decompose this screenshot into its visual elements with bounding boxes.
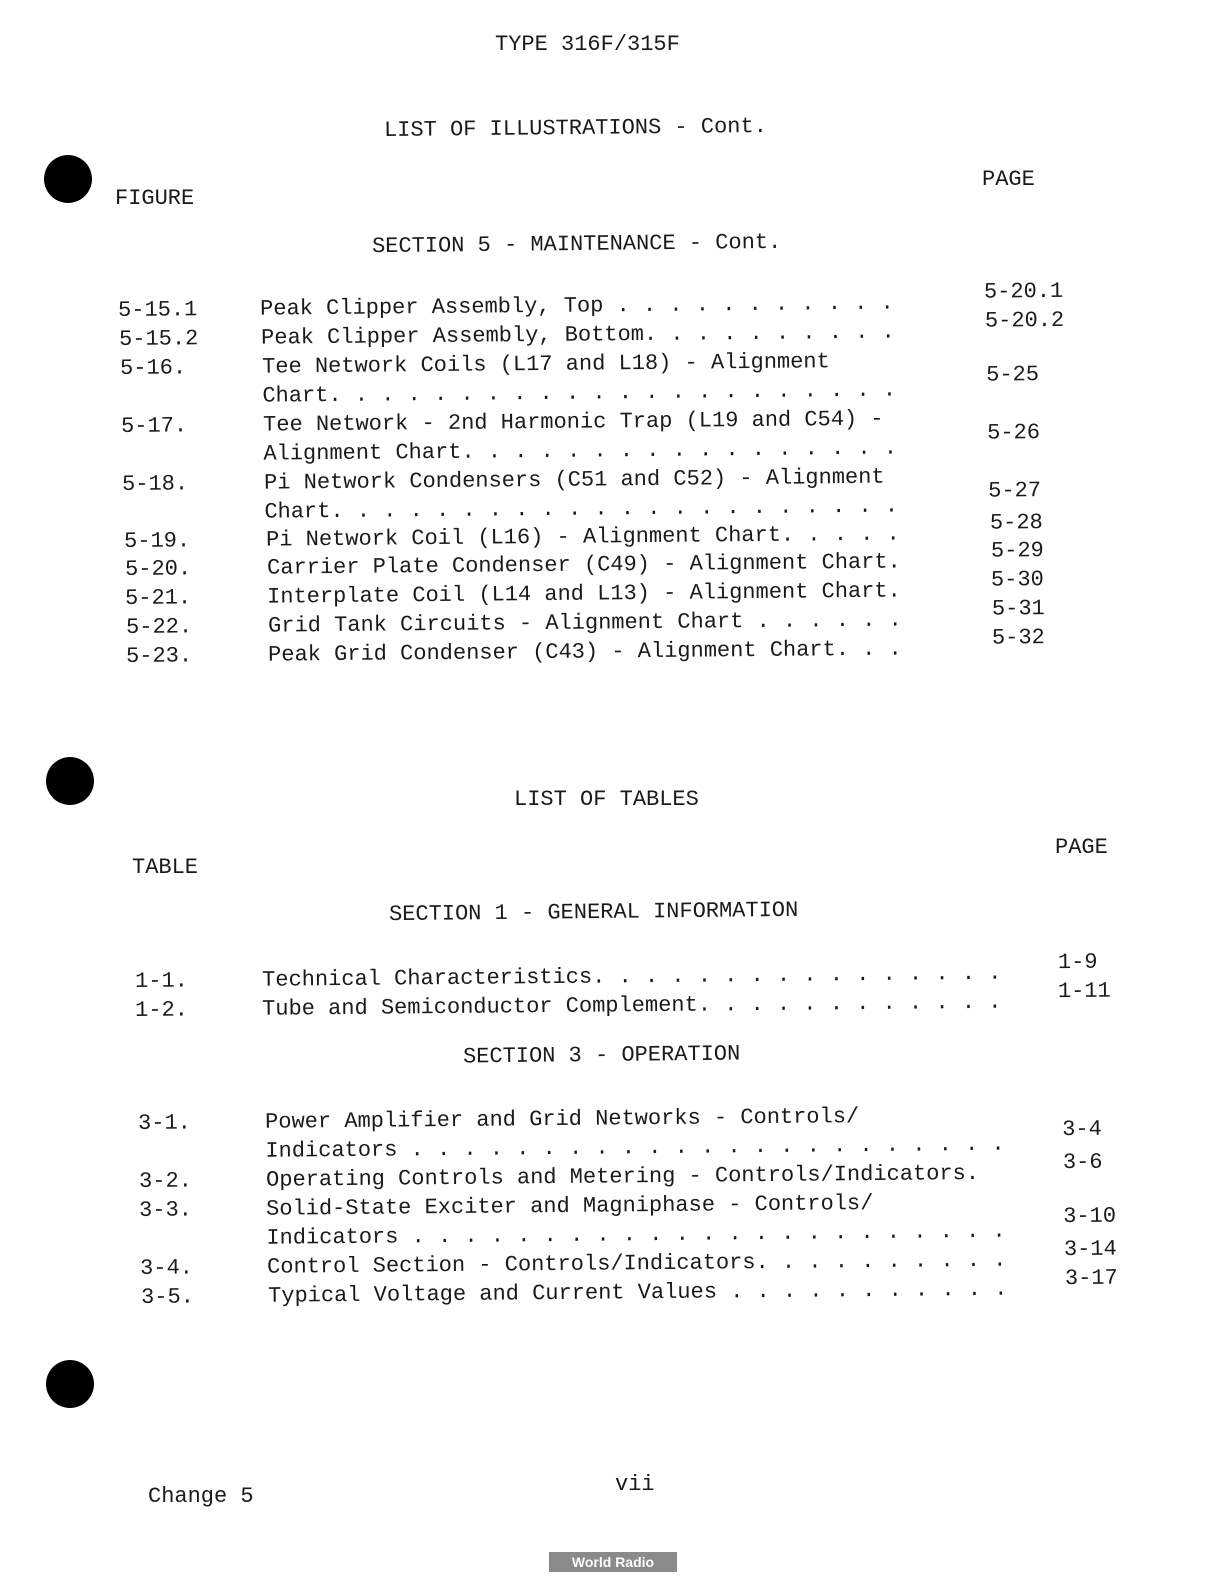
entry-page: 5-25 xyxy=(986,362,1039,388)
entry-page: 5-31 xyxy=(992,596,1045,622)
entry-title: Technical Characteristics. . . . . . . . . . . . . . . . xyxy=(262,961,1002,993)
document-type: TYPE 316F/315F xyxy=(495,32,680,57)
entry-number: 3-5. xyxy=(141,1284,194,1310)
entry-number: 3-1. xyxy=(138,1110,191,1136)
change-number: Change 5 xyxy=(148,1484,254,1509)
entry-title: Control Section - Controls/Indicators. . . . . . . . . . xyxy=(267,1248,1007,1280)
entry-title-continued: Indicators . . . . . . . . . . . . . . . . . . . . . . . xyxy=(266,1219,1006,1251)
illustrations-title: LIST OF ILLUSTRATIONS - Cont. xyxy=(384,114,767,143)
table-column-header: TABLE xyxy=(132,855,198,880)
entry-title: Pi Network Condensers (C51 and C52) - Alignment xyxy=(264,465,885,496)
entry-title: Operating Controls and Metering - Controls/Indicators. xyxy=(266,1161,979,1193)
punch-hole xyxy=(46,757,94,805)
entry-number: 1-2. xyxy=(135,997,188,1023)
entry-title: Tee Network - 2nd Harmonic Trap (L19 and C54) - xyxy=(263,407,884,438)
entry-title: Pi Network Coil (L16) - Alignment Chart. . . . . xyxy=(266,522,900,553)
entry-title: Power Amplifier and Grid Networks - Controls/ xyxy=(265,1104,859,1135)
entry-number: 5-21. xyxy=(125,585,191,611)
entry-number: 5-20. xyxy=(125,556,191,582)
entry-number: 3-4. xyxy=(140,1255,193,1281)
entry-page: 5-20.2 xyxy=(985,308,1064,334)
entry-page: 3-4 xyxy=(1062,1117,1102,1142)
entry-number: 5-15.1 xyxy=(118,297,197,323)
entry-page: 3-17 xyxy=(1065,1266,1118,1292)
entry-page: 5-32 xyxy=(992,625,1045,651)
entry-page: 5-29 xyxy=(991,538,1044,564)
entry-number: 5-19. xyxy=(124,528,190,554)
page-number: vii xyxy=(615,1472,655,1497)
entry-title: Carrier Plate Condenser (C49) - Alignment Chart. xyxy=(267,550,901,581)
entry-title-continued: Alignment Chart. . . . . . . . . . . . . . . . . xyxy=(263,436,897,467)
entry-title: Peak Clipper Assembly, Bottom. . . . . . . . . . xyxy=(261,320,895,351)
entry-title-continued: Indicators . . . . . . . . . . . . . . . . . . . . . . . xyxy=(265,1132,1005,1164)
entry-number: 5-18. xyxy=(122,471,188,497)
tables-title: LIST OF TABLES xyxy=(514,787,699,812)
entry-title: Interplate Coil (L14 and L13) - Alignment Chart. xyxy=(267,579,901,610)
entry-title: Peak Grid Condenser (C43) - Alignment Chart. . . xyxy=(268,637,902,668)
entry-page: 1-11 xyxy=(1058,979,1111,1005)
entry-title-continued: Chart. . . . . . . . . . . . . . . . . . . . . . xyxy=(264,494,898,525)
entry-title-continued: Chart. . . . . . . . . . . . . . . . . . . . . . xyxy=(262,378,896,409)
entry-number: 5-15.2 xyxy=(119,326,198,352)
entry-number: 5-22. xyxy=(126,614,192,640)
entry-number: 3-3. xyxy=(139,1197,192,1223)
entry-title: Grid Tank Circuits - Alignment Chart . . . . . . xyxy=(268,608,902,639)
watermark: World Radio History xyxy=(549,1552,677,1572)
entry-page: 3-6 xyxy=(1063,1150,1103,1175)
entry-page: 5-20.1 xyxy=(984,279,1063,305)
entry-page: 5-27 xyxy=(988,478,1041,504)
entry-page: 1-9 xyxy=(1058,950,1098,975)
entry-page: 3-14 xyxy=(1064,1237,1117,1263)
section-1-heading: SECTION 1 - GENERAL INFORMATION xyxy=(389,898,799,927)
section-3-heading: SECTION 3 - OPERATION xyxy=(463,1042,740,1070)
entry-number: 3-2. xyxy=(139,1168,192,1194)
figure-column-header: FIGURE xyxy=(115,186,194,211)
entry-title: Typical Voltage and Current Values . . . . . . . . . . . xyxy=(268,1277,1008,1309)
section-5-heading: SECTION 5 - MAINTENANCE - Cont. xyxy=(372,230,782,259)
entry-page: 5-28 xyxy=(990,510,1043,536)
entry-title: Solid-State Exciter and Magniphase - Controls/ xyxy=(266,1191,874,1222)
entry-page: 5-26 xyxy=(987,420,1040,446)
entry-title: Tube and Semiconductor Complement. . . . . . . . . . . . xyxy=(262,990,1002,1022)
entry-page: 5-30 xyxy=(991,567,1044,593)
entry-number: 1-1. xyxy=(135,968,188,994)
tables-page-column-header: PAGE xyxy=(1055,835,1108,860)
entry-number: 5-16. xyxy=(120,355,186,381)
punch-hole xyxy=(44,155,92,203)
entry-number: 5-17. xyxy=(121,413,187,439)
page-column-header: PAGE xyxy=(982,167,1035,192)
punch-hole xyxy=(46,1360,94,1408)
entry-page: 3-10 xyxy=(1063,1204,1116,1230)
entry-title: Peak Clipper Assembly, Top . . . . . . . . . . . xyxy=(260,291,894,322)
entry-number: 5-23. xyxy=(126,643,192,669)
entry-title: Tee Network Coils (L17 and L18) - Alignment xyxy=(262,349,830,379)
